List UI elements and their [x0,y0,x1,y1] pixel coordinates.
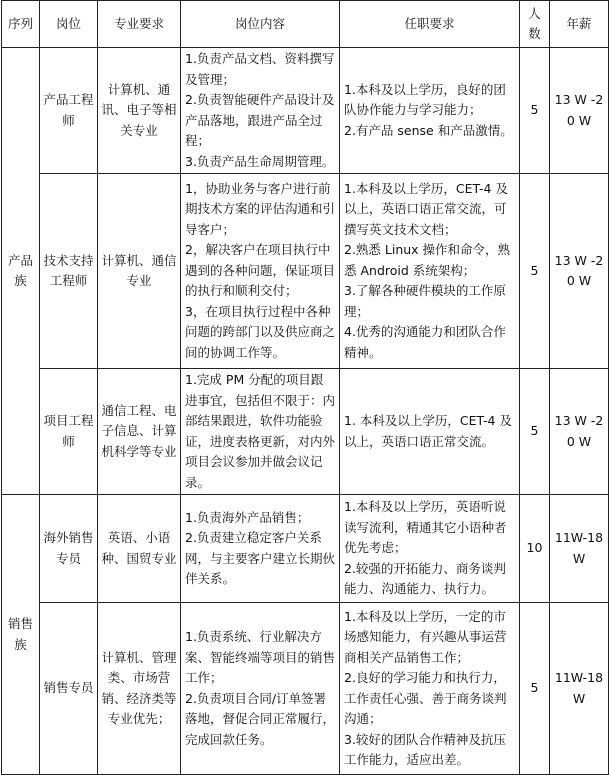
header-row [2,1,609,48]
major-cell: 计算机、管理类、市场营销、经济类等专业优先； [98,603,181,775]
header-count: 人数 [520,1,550,48]
salary-cell: 13 W -20 W [550,369,609,495]
requirement-line: 2.有产品 sense 和产品激情。 [344,122,513,138]
major-cell: 英语、小语种、国贸专业 [98,495,181,603]
requirement-line: 3.较好的团队合作精神及抗压工作能力，适应出差。 [344,731,506,767]
major-cell: 通信工程、电子信息、计算机科学等专业 [98,369,181,495]
major-cell: 计算机、通讯、电子等相关专业 [98,48,181,174]
content-cell [181,369,340,495]
content-line: 2.负责项目合同/订单签署落地，督促合同正常履行，完成回款任务。 [185,690,336,747]
header-position: 岗位 [40,1,98,48]
content-cell [181,48,340,174]
table-row [2,495,609,603]
position-cell: 产品工程师 [40,48,98,174]
table-row [2,48,609,174]
header-salary: 年薪 [550,1,609,48]
position-cell: 项目工程师 [40,369,98,495]
count-cell: 5 [520,174,550,369]
header-major: 专业要求 [98,1,181,48]
position-cell: 销售专员 [40,603,98,775]
requirements-cell [340,369,520,495]
requirements-cell [340,48,520,174]
content-line: 1，协助业务与客户进行前期技术方案的评估沟通和引导客户； [185,180,336,237]
requirement-line: 1.本科及以上学历，良好的团队协作能力与学习能力； [344,81,506,118]
requirement-line: 1.本科及以上学历，一定的市场感知能力，有兴趣从事运营商相关产品销售工作； [344,608,507,665]
requirements-cell [340,603,520,775]
salary-cell: 13 W -20 W [550,48,609,174]
requirements-cell [340,495,520,603]
requirement-line: 1. 本科及以上学历，CET-4 及以上，英语口语正常交流。 [344,413,512,449]
content-line: 2，解决客户在项目执行中遇到的各种问题，保证项目的执行和顺利交付； [185,242,336,299]
content-line: 1.负责产品文档、资料撰写及管理； [185,51,335,87]
requirement-line: 1.本科及以上学历，CET-4 及以上，英语口语正常交流，可撰写英文技术文档； [344,180,508,237]
requirement-line: 2.较强的开拓能力、商务谈判能力、沟通能力、执行力。 [344,560,506,597]
requirement-line: 2.良好的学习能力和执行力，工作责任心强、善于商务谈判沟通； [344,670,507,726]
header-seq: 序列 [2,1,40,48]
salary-cell: 11W-18W [550,603,609,775]
requirement-line: 1.本科及以上学历，英语听说读写流利，精通其它小语种者优先考虑； [344,499,507,556]
content-line: 3，在项目执行过程中各种问题的跨部门以及供应商之间的协调工作等。 [185,303,336,360]
position-cell: 海外销售专员 [40,495,98,603]
table-row [2,174,609,369]
salary-cell: 13 W -20 W [550,174,609,369]
content-line: 3.负责产品生命周期管理。 [185,153,335,169]
requirement-line: 4.优秀的沟通能力和团队合作精神。 [344,324,506,360]
job-table [1,0,609,775]
group-cell: 销售族 [2,495,40,775]
table-row [2,369,609,495]
content-line: 1.负责海外产品销售； [185,509,310,525]
group-cell: 产品族 [2,48,40,495]
content-line: 2.负责智能硬件产品设计及产品落地，跟进产品全过程； [185,92,335,148]
position-cell: 技术支持工程师 [40,174,98,369]
content-cell [181,174,340,369]
count-cell: 5 [520,603,550,775]
content-line: 1.完成 PM 分配的项目跟进事宜，包括但不限于：内部结果跟进，软件功能验证，进度表格更新，对内外项目会议参加并做会议记录。 [185,372,336,490]
requirement-line: 3.了解各种硬件模块的工作原理； [344,283,506,319]
salary-cell: 11W-18W [550,495,609,603]
major-cell: 计算机、通信专业 [98,174,181,369]
table-row [2,603,609,775]
count-cell: 5 [520,369,550,495]
content-cell [181,603,340,775]
content-cell [181,495,340,603]
content-line: 2.负责建立稳定客户关系网，与主要客户建立长期伙伴关系。 [185,530,336,586]
content-line: 1.负责系统、行业解决方案、智能终端等项目的销售工作； [185,629,336,685]
requirements-cell [340,174,520,369]
count-cell: 10 [520,495,550,603]
requirement-line: 2.熟悉 Linux 操作和命令，熟悉 Android 系统架构； [344,242,511,278]
header-requirements: 任职要求 [340,1,520,48]
header-content: 岗位内容 [181,1,340,48]
count-cell: 5 [520,48,550,174]
